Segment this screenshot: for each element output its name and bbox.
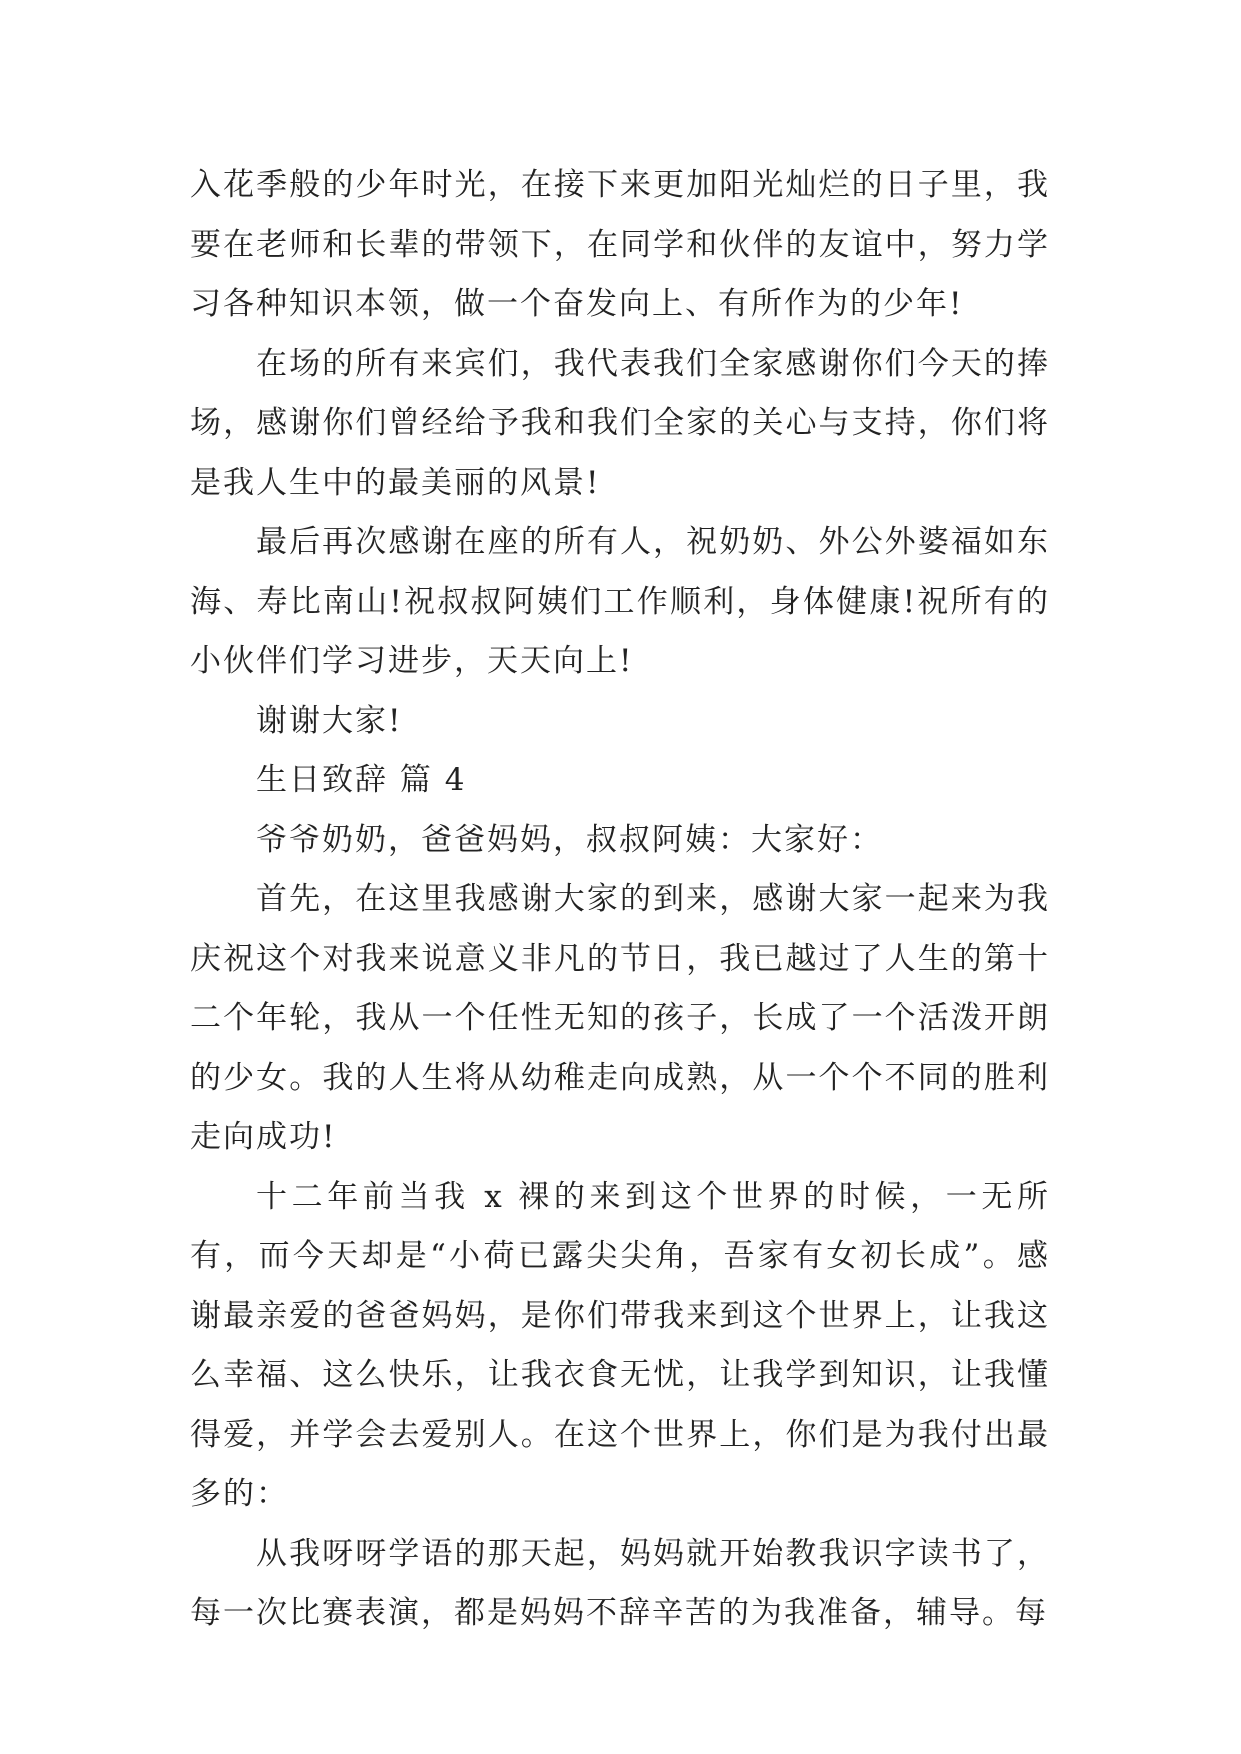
- document-body: [190, 156, 1050, 1644]
- paragraph-first-thanks: 首先，在这里我感谢大家的到来，感谢大家一起来为我庆祝这个对我来说意义非凡的节日，我已越过了人生的第十二个年轮，我从一个任性无知的孩子，长成了一个活泼开朗的少女。我的人生将从幼稚走向成熟，从一个个不同的胜利走向成功!: [190, 881, 1050, 1155]
- paragraph-thank-you: 谢谢大家!: [256, 702, 403, 739]
- paragraph-final-thanks: 最后再次感谢在座的所有人，祝奶奶、外公外婆福如东海、寿比南山!祝叔叔阿姨们工作顺利，身体健康!祝所有的小伙伴们学习进步，天天向上!: [190, 524, 1050, 679]
- paragraph-thanks-guests: 在场的所有来宾们，我代表我们全家感谢你们今天的捧场，感谢你们曾经给予我和我们全家的关心与支持，你们将是我人生中的最美丽的风景!: [190, 345, 1050, 501]
- paragraph-continuation: 入花季般的少年时光，在接下来更加阳光灿烂的日子里，我要在老师和长辈的带领下，在同学和伙伴的友谊中，努力学习各种知识本领，做一个奋发向上、有所作为的少年!: [190, 167, 1050, 322]
- paragraph-twelve-years: 十二年前当我 x 裸的来到这个世界的时候，一无所有，而今天却是“小荷已露尖尖角，吾家有女初长成”。感谢最亲爱的爸爸妈妈，是你们带我来到这个世界上，让我这么幸福、这么快乐，让我衣食无忧，让我学到知识，让我懂得爱，并学会去爱别人。在这个世界上，你们是为我付出最多的：: [190, 1178, 1050, 1512]
- paragraph-greeting: 爷爷奶奶，爸爸妈妈，叔叔阿姨：大家好：: [256, 821, 883, 858]
- paragraph-mother: 从我呀呀学语的那天起，妈妈就开始教我识字读书了，每一次比赛表演，都是妈妈不辞辛苦的为我准备，辅导。每: [190, 1535, 1050, 1631]
- section-heading: 生日致辞 篇 4: [256, 762, 467, 798]
